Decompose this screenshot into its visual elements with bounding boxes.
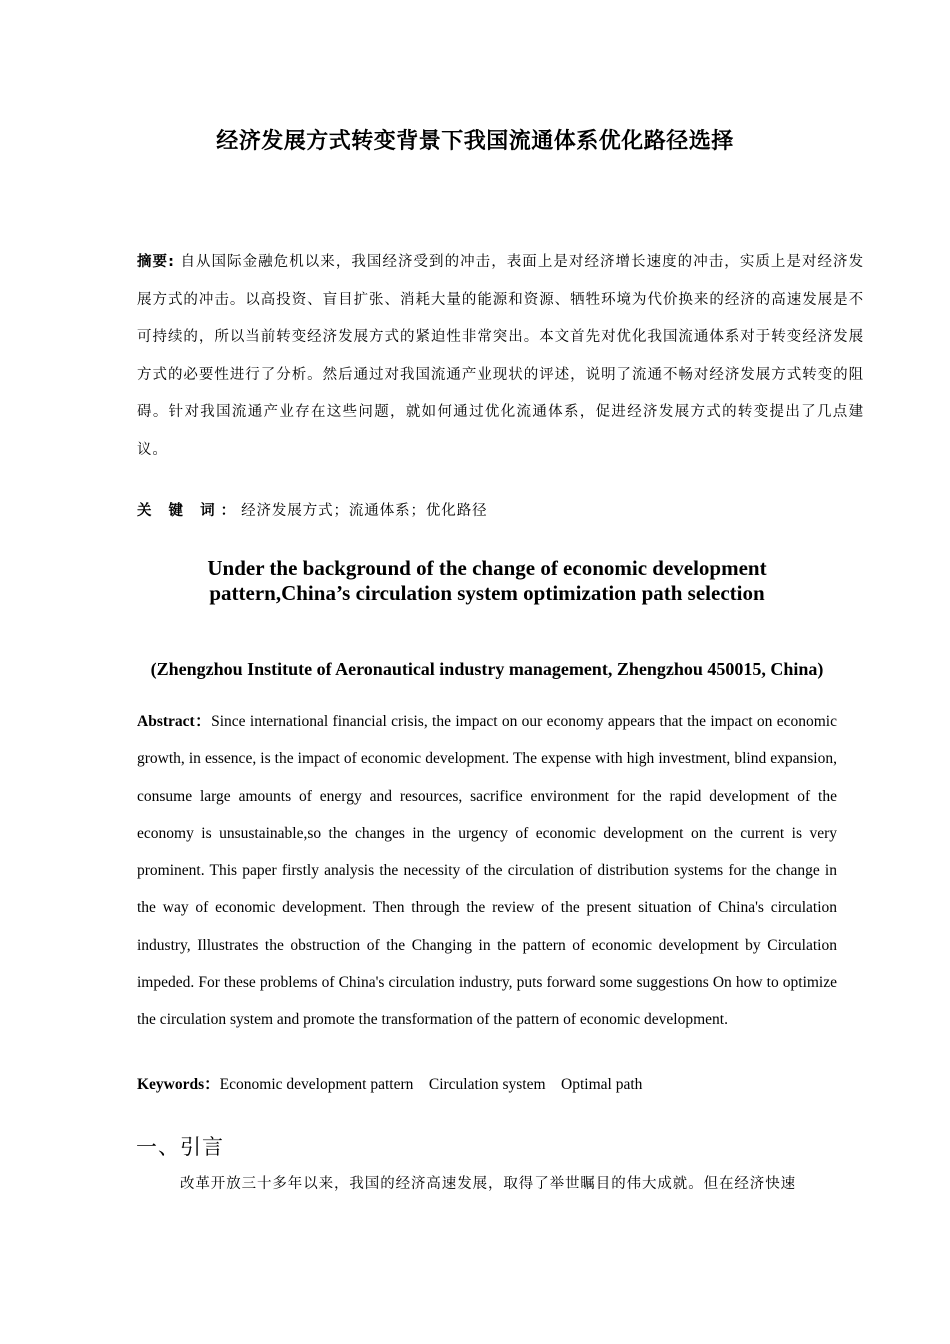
english-abstract-text: Since international financial crisis, the impact on our economy appears that the impact on economic growth, in essence, is the impact of economic development. The expense with high investment, blind expansion, consume large amounts of energy and resources, sacrifice environment for the rapid development of the economy is unsustainable,so the changes in the urgency of economic development on the current is very prominent. This paper firstly analysis the necessity of the circulation of distribution systems for the change in the way of economic development. Then through the review of the present situation of China's circulation industry, Illustrates the obstruction of the Changing in the pattern of economic development by Circulation impeded. For these problems of China's circulation industry, puts forward some suggestions On how to optimize the circulation system and promote the transformation of the pattern of economic development.: [137, 713, 837, 1029]
chinese-keywords-label: 关 键 词：: [137, 503, 242, 519]
english-abstract-label: Abstract：: [137, 713, 212, 730]
chinese-keywords: [137, 498, 864, 524]
chinese-abstract-text: 自从国际金融危机以来，我国经济受到的冲击，表面上是对经济增长速度的冲击，实质上是对经济发展方式的冲击。以高投资、盲目扩张、消耗大量的能源和资源、牺牲环境为代价换来的经济的高速发展是不可持续的，所以当前转变经济发展方式的紧迫性非常突出。本文首先对优化我国流通体系对于转变经济发展方式的必要性进行了分析。然后通过对我国流通产业现状的评述，说明了流通不畅对经济发展方式转变的阻碍。针对我国流通产业存在这些问题，就如何通过优化流通体系，促进经济发展方式的转变提出了几点建议。: [137, 254, 864, 458]
introduction-paragraph: 改革开放三十多年以来，我国的经济高速发展，取得了举世瞩目的伟大成就。但在经济快速: [180, 1176, 796, 1192]
chinese-abstract: [137, 244, 864, 469]
english-affiliation: (Zhengzhou Institute of Aeronautical industry management, Zhengzhou 450015, China): [150, 659, 824, 679]
english-keywords-text: Economic development pattern Circulation system Optimal path: [219, 1076, 643, 1093]
english-keywords: [137, 1073, 837, 1097]
english-title: Under the background of the change of economic development pattern,China’s circulation system optimization path selection: [207, 556, 767, 605]
chinese-title: 经济发展方式转变背景下我国流通体系优化路径选择: [216, 129, 734, 154]
english-abstract: [137, 703, 837, 1039]
section-heading-introduction: 一、引言: [136, 1135, 224, 1159]
chinese-keywords-text: 经济发展方式；流通体系；优化路径: [241, 503, 488, 519]
english-keywords-label: Keywords：: [137, 1076, 220, 1093]
chinese-abstract-label: 摘要:: [137, 254, 175, 270]
